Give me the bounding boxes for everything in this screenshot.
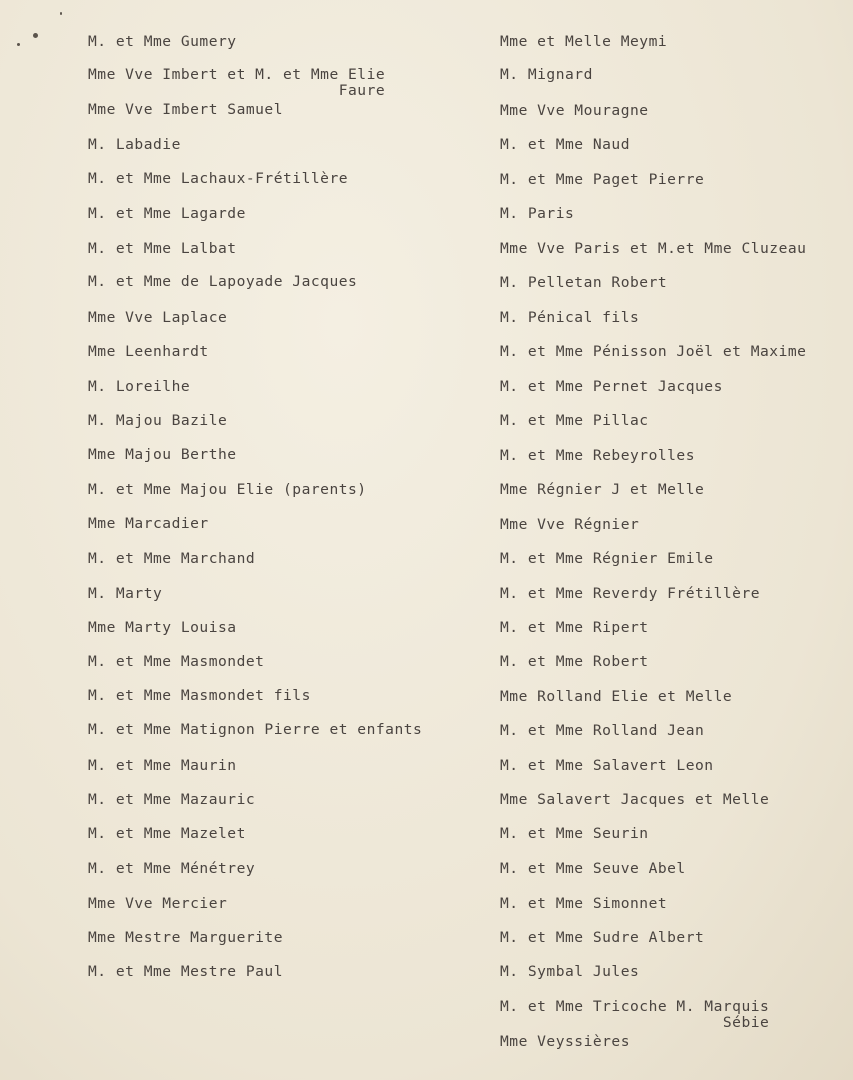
entry-line: Mme Salavert Jacques et Melle <box>500 791 770 808</box>
right-name-entry <box>500 689 732 705</box>
entry-line: M. et Mme Lachaux-Frétillère <box>88 170 349 187</box>
entry-line: M. et Mme Marchand <box>88 550 256 567</box>
entry-line: M. Labadie <box>88 136 181 153</box>
entry-line: Mme Majou Berthe <box>88 446 237 463</box>
entry-line: M. et Mme de Lapoyade Jacques <box>88 273 358 290</box>
left-name-entry <box>88 379 190 395</box>
entry-line: M. Loreilhe <box>88 378 191 395</box>
left-name-entry <box>88 102 283 118</box>
left-name-entry <box>88 722 422 738</box>
left-name-entry <box>88 896 227 912</box>
entry-line: M. et Mme Mestre Paul <box>88 963 284 980</box>
entry-line: M. Symbal Jules <box>500 963 640 980</box>
left-name-entry <box>88 964 283 980</box>
entry-line: M. et Mme Reverdy Frétillère <box>500 585 761 602</box>
left-name-entry <box>88 551 255 567</box>
entry-line: M. et Mme Lagarde <box>88 205 246 222</box>
right-name-entry <box>500 654 649 670</box>
entry-line: M. et Mme Lalbat <box>88 240 237 257</box>
entry-line: M. et Mme Ménétrey <box>88 860 256 877</box>
entry-line: Mme Vve Laplace <box>88 309 228 326</box>
entry-continuation-line: Sébie <box>722 1014 770 1031</box>
entry-line: M. et Mme Ripert <box>500 619 649 636</box>
entry-line: M. et Mme Gumery <box>88 33 237 50</box>
left-name-entry <box>88 241 237 257</box>
right-name-entry <box>500 1034 630 1050</box>
left-name-entry <box>88 137 181 153</box>
entry-line: M. et Mme Masmondet <box>88 653 265 670</box>
entry-line: Mme Vve Régnier <box>500 516 640 533</box>
entry-line: M. Pénical fils <box>500 309 640 326</box>
entry-line: M. et Mme Mazauric <box>88 791 256 808</box>
ink-speck <box>33 33 38 38</box>
entry-line: M. et Mme Sudre Albert <box>500 929 705 946</box>
left-name-entry <box>88 586 162 602</box>
right-name-entry <box>500 723 704 739</box>
left-name-entry <box>88 447 237 463</box>
left-name-entry <box>88 620 237 636</box>
right-name-entry <box>500 792 769 808</box>
right-name-entry <box>500 448 695 464</box>
left-name-entry <box>88 274 357 290</box>
entry-line: M. et Mme Mazelet <box>88 825 246 842</box>
left-name-entry <box>88 861 255 877</box>
entry-line: Mme Vve Mercier <box>88 895 228 912</box>
entry-line: M. et Mme Simonnet <box>500 895 668 912</box>
right-name-entry <box>500 517 639 533</box>
entry-line: Mme et Melle Meymi <box>500 33 668 50</box>
entry-line: M. et Mme Majou Elie (parents) <box>88 481 367 498</box>
right-name-entry <box>500 586 760 602</box>
left-name-entry <box>88 516 209 532</box>
right-name-entry <box>500 34 667 50</box>
left-name-entry <box>88 792 255 808</box>
left-name-entry <box>88 34 237 50</box>
entry-line: Mme Veyssières <box>500 1033 631 1050</box>
left-name-entry <box>88 482 367 498</box>
entry-line: Mme Vve Imbert Samuel <box>88 101 284 118</box>
right-name-entry <box>500 861 686 877</box>
entry-continuation-line: Faure <box>338 82 386 99</box>
entry-line: M. et Mme Paget Pierre <box>500 171 705 188</box>
right-name-entry <box>500 275 667 291</box>
left-name-entry <box>88 310 227 326</box>
left-name-entry <box>88 413 227 429</box>
left-name-entry <box>88 206 246 222</box>
left-name-entry <box>88 930 283 946</box>
ink-speck <box>17 43 20 46</box>
entry-line: Mme Mestre Marguerite <box>88 929 284 946</box>
entry-line: M. et Mme Régnier Emile <box>500 550 714 567</box>
entry-line: M. et Mme Masmondet fils <box>88 687 311 704</box>
left-name-entry <box>88 826 246 842</box>
entry-line: M. et Mme Seuve Abel <box>500 860 686 877</box>
entry-line: M. et Mme Tricoche M. Marquis <box>500 998 770 1015</box>
right-name-entry <box>500 551 714 567</box>
right-name-entry <box>500 379 723 395</box>
left-name-entry <box>88 758 237 774</box>
ink-speck <box>60 12 62 15</box>
entry-line: M. et Mme Maurin <box>88 757 237 774</box>
right-name-entry <box>500 758 714 774</box>
entry-line: Mme Vve Paris et M.et Mme Cluzeau <box>500 240 807 257</box>
entry-line: Mme Leenhardt <box>88 343 209 360</box>
left-name-entry <box>88 654 264 670</box>
right-name-entry <box>500 344 806 360</box>
right-name-entry <box>500 206 574 222</box>
entry-line: M. Paris <box>500 205 575 222</box>
right-name-entry <box>500 964 639 980</box>
entry-line: Mme Régnier J et Melle <box>500 481 705 498</box>
left-name-entry <box>88 171 348 187</box>
right-name-entry <box>500 482 704 498</box>
right-name-entry <box>500 620 649 636</box>
entry-line: M. et Mme Rolland Jean <box>500 722 705 739</box>
right-name-entry <box>500 826 649 842</box>
left-name-entry <box>88 67 385 99</box>
entry-line: M. et Mme Seurin <box>500 825 649 842</box>
entry-line: M. et Mme Pillac <box>500 412 649 429</box>
entry-line: M. et Mme Pernet Jacques <box>500 378 723 395</box>
entry-line: Mme Marcadier <box>88 515 209 532</box>
right-name-entry <box>500 999 769 1031</box>
entry-line: M. et Mme Rebeyrolles <box>500 447 696 464</box>
entry-line: Mme Rolland Elie et Melle <box>500 688 733 705</box>
entry-line: Mme Vve Mouragne <box>500 102 649 119</box>
entry-line: M. et Mme Naud <box>500 136 631 153</box>
entry-line: M. Mignard <box>500 66 593 83</box>
entry-line: M. et Mme Matignon Pierre et enfants <box>88 721 423 738</box>
right-name-entry <box>500 896 667 912</box>
left-name-entry <box>88 688 311 704</box>
entry-line: M. Marty <box>88 585 163 602</box>
entry-line: Mme Vve Imbert et M. et Mme Elie <box>88 66 386 83</box>
right-name-entry <box>500 930 704 946</box>
left-name-entry <box>88 344 209 360</box>
right-name-entry <box>500 67 593 83</box>
entry-line: Mme Marty Louisa <box>88 619 237 636</box>
entry-line: M. et Mme Pénisson Joël et Maxime <box>500 343 807 360</box>
right-name-entry <box>500 103 649 119</box>
entry-line: M. Pelletan Robert <box>500 274 668 291</box>
right-name-entry <box>500 310 639 326</box>
right-name-entry <box>500 413 649 429</box>
entry-line: M. et Mme Robert <box>500 653 649 670</box>
entry-line: M. Majou Bazile <box>88 412 228 429</box>
entry-line: M. et Mme Salavert Leon <box>500 757 714 774</box>
right-name-entry <box>500 241 806 257</box>
right-name-entry <box>500 137 630 153</box>
right-name-entry <box>500 172 704 188</box>
